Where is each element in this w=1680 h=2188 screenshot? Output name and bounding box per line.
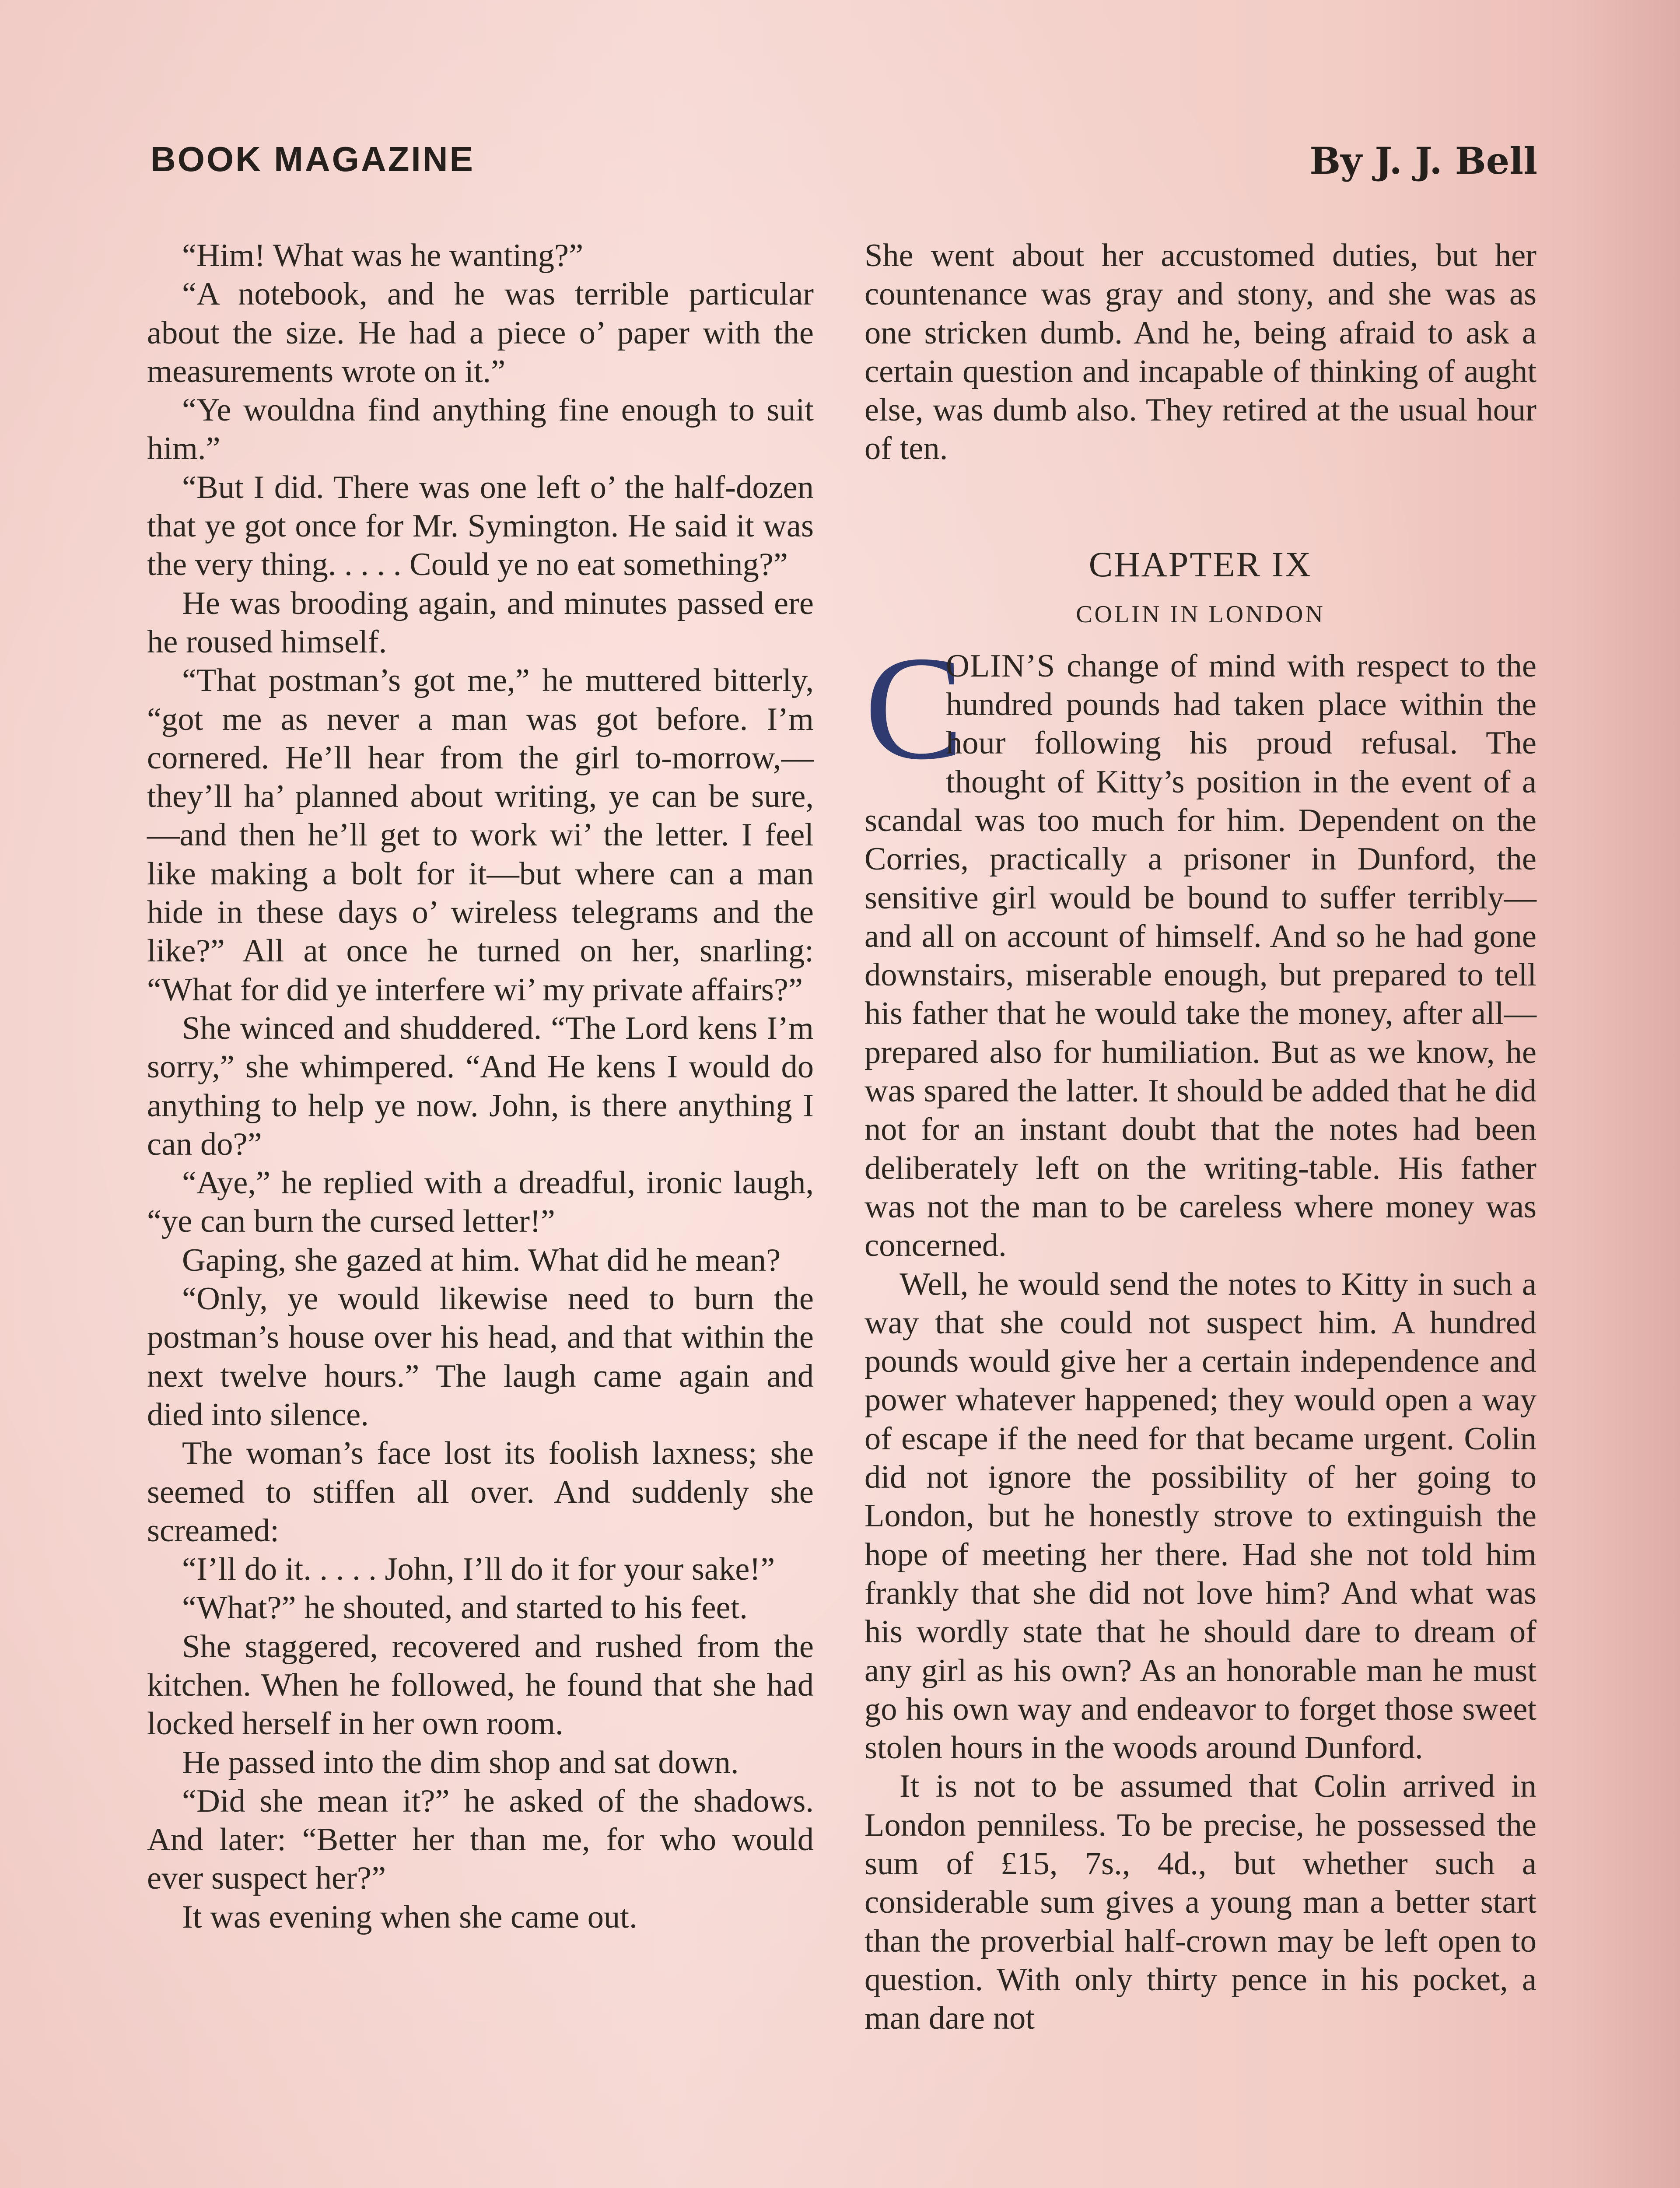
paragraph: It was evening when she came out. [182,1899,637,1935]
paragraph: She went about her accustomed duties, but her countenance was gray and stony, and she was as one stricken dumb. And he, being afraid to ask a certain question and incapable of thinking of aught else, was dumb also. They retired at the usual hour of ten. [864,238,1536,467]
paragraph: “A notebook, and he was terrible particular about the size. He had a piece o’ paper with the measurements wrote on it.” [147,276,814,389]
paragraph: “I’ll do it. . . . . John, I’ll do it for your sake!” [182,1551,775,1588]
paragraph: “But I did. There was one left o’ the half-dozen that ye got once for Mr. Symington. He said it was the very thing. . . . . Could ye no eat something?” [147,469,814,583]
page-edge-shadow [1566,0,1680,2188]
paragraph: It is not to be assumed that Colin arrived in London penniless. To be precise, he possessed the sum of £15, 7s., 4d., but whether such a considerable sum gives a young man a better start than the proverbial half-crown may be left open to question. With only thirty pence in his pocket, a man dare not [864,1768,1536,2037]
paragraph: “What?” he shouted, and started to his feet. [182,1590,748,1626]
paragraph: “Only, ye would likewise need to burn the postman’s house over his head, and that within the next twelve hours.” The laugh came again and died into silence. [147,1281,814,1433]
lead-caps: OLIN’S [946,648,1056,684]
paragraph: “That postman’s got me,” he muttered bitterly, “got me as never a man was got before. I’m cornered. He’ll hear from the girl to-morrow,—they’ll ha’ planned about writing, ye can be sure,—and then he’ll get to work wi’ the letter. I feel like making a bolt for it—but where can a man hide in these days o’ wireless telegrams and the like?” All at once he turned on her, snarling: “What for did ye interfere wi’ my private affairs?” [147,663,814,1008]
author-byline: By J. J. Bell [1309,139,1537,182]
opening-text: change of mind with respect to the hundred pounds had taken place within the hour following his proud refusal. The thought of Kitty’s position in the event of a scandal was too much for him. Dependent on the Corries, practically a prisoner in Dunford, the sensitive girl would be bound to suffer terribly—and all on account of himself. And so he had gone downstairs, miserable enough, but prepared to tell his father that he would take the money, after all—prepared also for humiliation. But as we know, he was spared the latter. It should be added that he did not for an instant doubt that the notes had been deliberately left on the writing-table. His father was not the man to be careless where money was concerned. [864,648,1536,1264]
paragraph: “Him! What was he wanting?” [182,238,584,274]
chapter-subtitle: COLIN IN LONDON [1076,600,1325,628]
drop-cap: C [864,625,964,790]
right-column [864,236,1536,2037]
paragraph: Well, he would send the notes to Kitty in such a way that she could not suspect him. A hundred pounds would give her a certain independence and power whatever happened; they would open a way of escape if the need for that became urgent. Colin did not ignore the possibility of her going to London, but he honestly strove to extinguish the hope of meeting her there. Had she not told him frankly that she did not love him? And what was his wordly state that he should dare to dream of any girl as his own? As an honorable man he must go his own way and endeavor to forget those sweet stolen hours in the woods around Dunford. [864,1266,1536,1766]
paragraph: “Did she mean it?” he asked of the shadows. And later: “Better her than me, for who would ever suspect her?” [147,1783,814,1897]
paragraph: The woman’s face lost its foolish laxness; she seemed to stiffen all over. And suddenly she screamed: [147,1435,814,1549]
paragraph: She winced and shuddered. “The Lord kens I’m sorry,” she whimpered. “And He kens I would do anything to help ye now. John, is there anything I can do?” [147,1010,814,1162]
paragraph: She staggered, recovered and rushed from the kitchen. When he followed, he found that she had locked herself in her own room. [147,1628,814,1742]
paragraph: Gaping, she gazed at him. What did he mean? [182,1242,781,1278]
paragraph: He was brooding again, and minutes passed ere he roused himself. [147,585,814,660]
chapter-heading [864,543,1536,632]
running-header [150,139,1537,192]
paragraph: “Aye,” he replied with a dreadful, ironic laugh, “ye can burn the cursed letter!” [147,1165,814,1240]
paragraph: He passed into the dim shop and sat down. [182,1744,739,1781]
chapter-opening-paragraph [864,625,1536,1265]
publication-title: BOOK MAGAZINE [150,140,475,179]
left-column [147,236,814,1936]
chapter-title: CHAPTER IX [1088,544,1312,584]
paragraph: “Ye wouldna find anything fine enough to suit him.” [147,392,814,467]
